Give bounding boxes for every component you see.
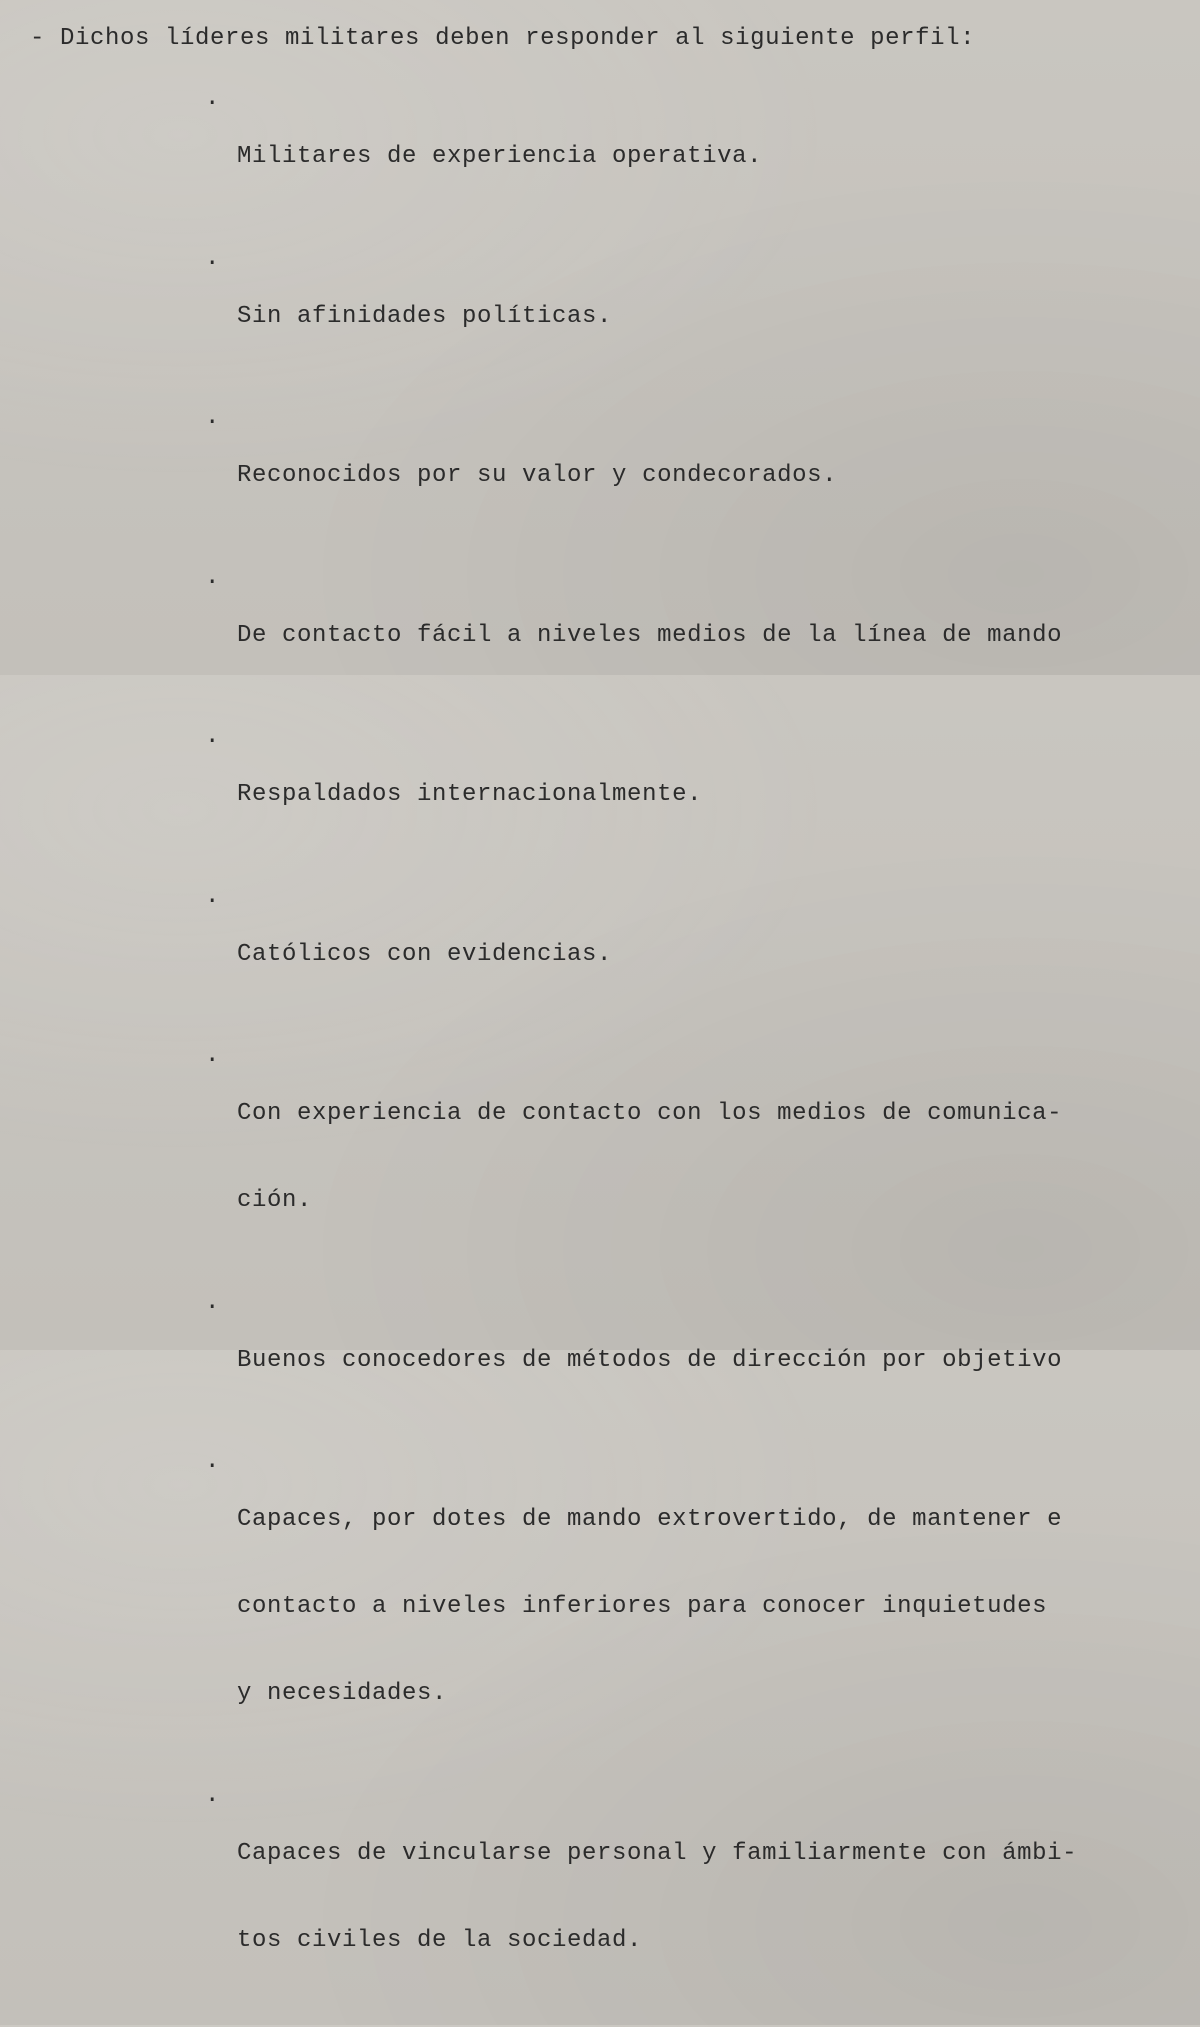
list-item-text xyxy=(237,403,1200,548)
list-item-text xyxy=(237,244,1200,389)
list-item xyxy=(205,1447,1200,1766)
list-item xyxy=(205,1041,1200,1273)
bullet-marker: . xyxy=(205,882,221,910)
list-item-line: Capaces de vincularse personal y familiarmente con ámbi- xyxy=(237,1839,1078,1867)
list-item xyxy=(205,1781,1200,2013)
bullet-marker: . xyxy=(205,563,221,591)
list-item xyxy=(205,722,1200,867)
list-item xyxy=(205,563,1200,708)
bullet-marker: . xyxy=(205,85,221,112)
list-item-line: Con experiencia de contacto con los medios de comunica- xyxy=(237,1100,1063,1127)
list-item-line: Militares de experiencia operativa. xyxy=(237,143,763,170)
bullet-marker: . xyxy=(205,404,221,431)
list-item-line: Capaces, por dotes de mando extrovertido, de mantener e xyxy=(237,1506,1063,1533)
list-item-line: tos civiles de la sociedad. xyxy=(237,1926,643,1954)
bullet-marker: . xyxy=(205,1288,221,1316)
list-item-text xyxy=(237,1041,1200,1273)
list-item-text xyxy=(237,1447,1200,1766)
bullet-marker: . xyxy=(205,1448,221,1475)
list-item-line: Sin afinidades políticas. xyxy=(237,302,613,330)
profile-list xyxy=(205,84,1200,2027)
list-item-line: ción. xyxy=(237,1187,313,1214)
list-item-text xyxy=(237,84,1200,229)
list-item-line: Buenos conocedores de métodos de dirección por objetivo xyxy=(237,1346,1063,1374)
bullet-marker: . xyxy=(205,1042,221,1069)
document-heading: - Dichos líderes militares deben responder al siguiente perfil: xyxy=(30,25,976,52)
list-item-text xyxy=(237,1288,1200,1433)
list-item xyxy=(205,403,1200,548)
list-item-text xyxy=(237,882,1200,1027)
list-item-line: De contacto fácil a niveles medios de la línea de mando xyxy=(237,621,1063,649)
bullet-marker: . xyxy=(205,1781,221,1809)
list-item xyxy=(205,1288,1200,1433)
list-item-text xyxy=(237,1781,1200,2013)
list-item-line: Respaldados internacionalmente. xyxy=(237,781,703,808)
bullet-marker: . xyxy=(205,723,221,750)
list-item xyxy=(205,84,1200,229)
list-item-line: contacto a niveles inferiores para conocer inquietudes xyxy=(237,1593,1048,1620)
list-item-text xyxy=(237,563,1200,708)
list-item-text xyxy=(237,722,1200,867)
list-item-line: Católicos con evidencias. xyxy=(237,940,613,968)
list-item xyxy=(205,882,1200,1027)
list-item-line: y necesidades. xyxy=(237,1680,448,1707)
bullet-marker: . xyxy=(205,244,221,272)
list-item-line: Reconocidos por su valor y condecorados. xyxy=(237,462,838,489)
list-item xyxy=(205,244,1200,389)
